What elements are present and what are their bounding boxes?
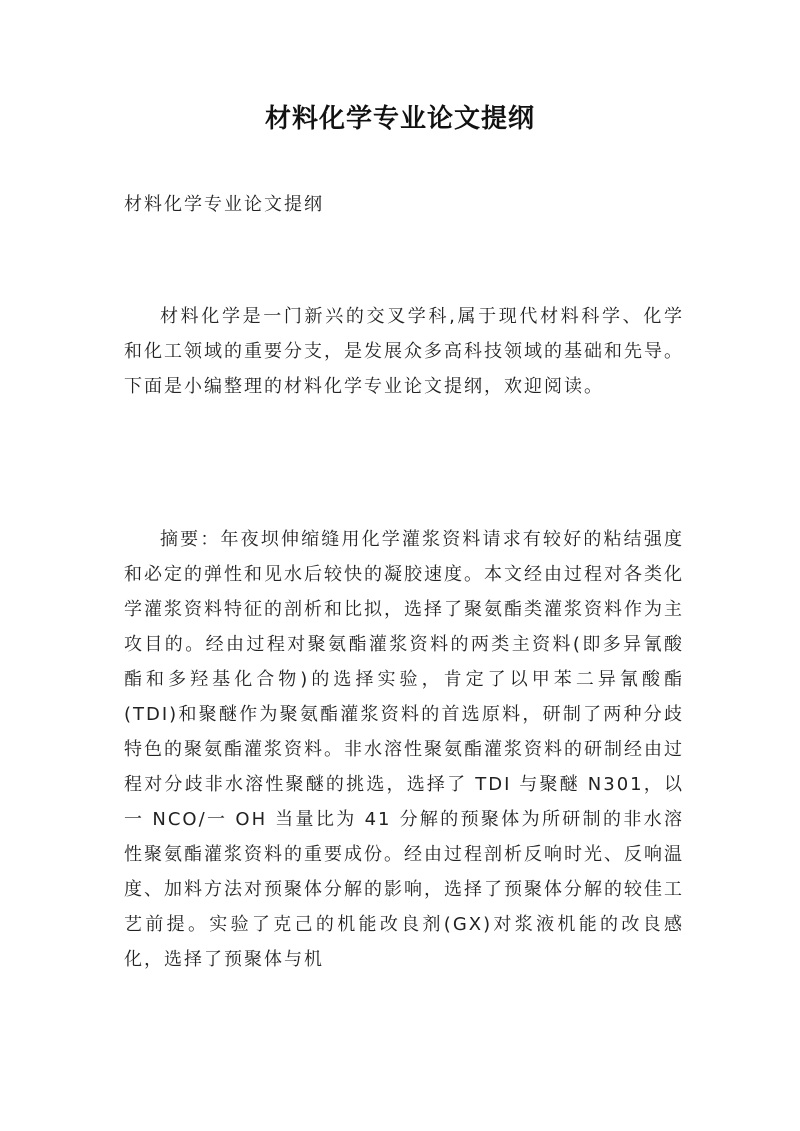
document-title: 材料化学专业论文提纲: [264, 104, 535, 134]
intro-paragraph: 材料化学是一门新兴的交叉学科,属于现代材料科学、化学和化工领域的重要分支，是发展众多高科技领域的基础和先导。下面是小编整理的材料化学专业论文提纲，欢迎阅读。: [124, 306, 684, 397]
abstract-paragraph: 摘要：年夜坝伸缩缝用化学灌浆资料请求有较好的粘结强度和必定的弹性和见水后较快的凝胶速度。本文经由过程对各类化学灌浆资料特征的剖析和比拟，选择了聚氨酯类灌浆资料作为主攻目的。经由过程对聚氨酯灌浆资料的两类主资料(即多异氰酸酯和多羟基化合物)的选择实验，肯定了以甲苯二异氰酸酯(TDI)和聚醚作为聚氨酯灌浆资料的首选原料，研制了两种分歧特色的聚氨酯灌浆资料。非水溶性聚氨酯灌浆资料的研制经由过程对分歧非水溶性聚醚的挑选，选择了 TDI 与聚醚 N301，以一 NCO/一 OH 当量比为 41 分解的预聚体为所研制的非水溶性聚氨酯灌浆资料的重要成份。经由过程剖析反响时光、反响温度、加料方法对预聚体分解的影响，选择了预聚体分解的较佳工艺前提。实验了克己的机能改良剂(GX)对浆液机能的改良感化，选择了预聚体与机: [124, 529, 684, 970]
document-subtitle: 材料化学专业论文提纲: [124, 194, 324, 215]
